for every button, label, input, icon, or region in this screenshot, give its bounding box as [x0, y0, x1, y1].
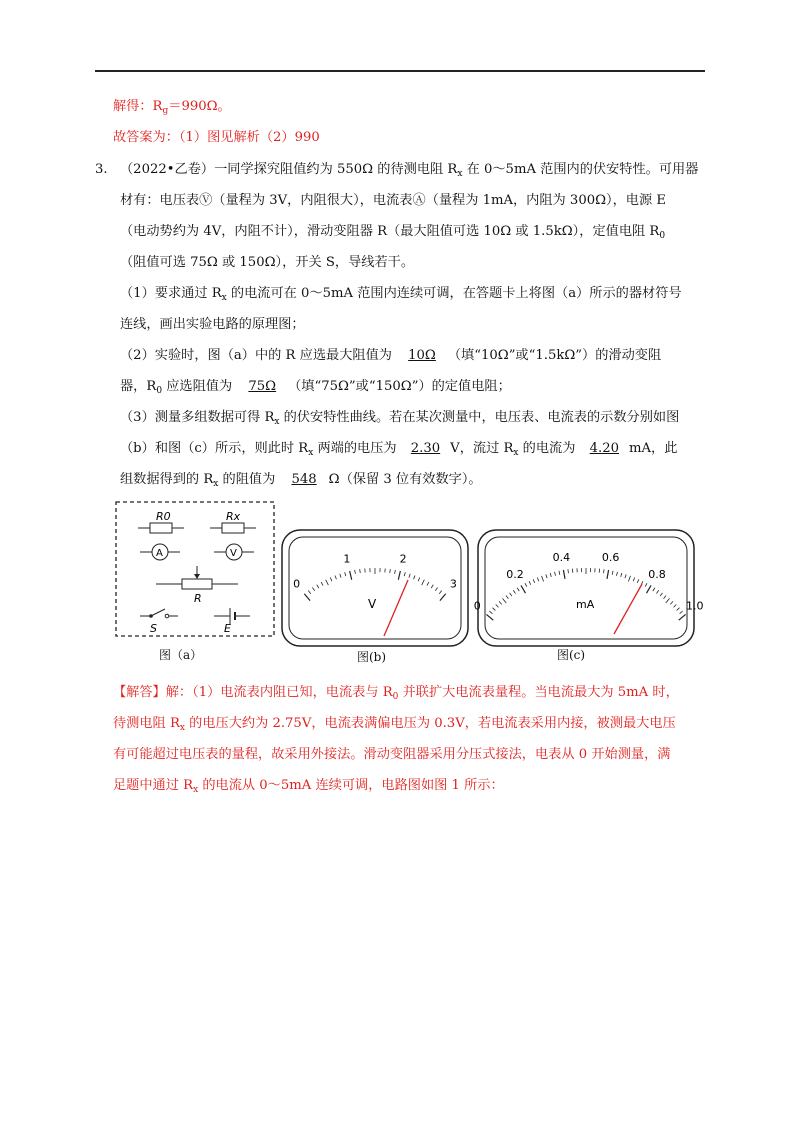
source-label: E: [224, 622, 231, 635]
switch-symbol: [140, 609, 178, 635]
question-line-3: （电动势约为 4V，内阻不计），滑动变阻器 R（最大阻值可选 10Ω 或 1.5kΩ），定值电阻 $R_0$: [120, 224, 666, 241]
ammeter-minor-tick: [664, 596, 666, 599]
ammeter-minor-tick: [542, 576, 544, 582]
voltmeter-scale: [293, 552, 457, 600]
ammeter-minor-tick: [645, 583, 647, 587]
figure-a-frame: [116, 502, 274, 636]
rheostat-label: R: [194, 592, 202, 605]
voltmeter-outer-frame: [282, 530, 468, 646]
source-symbol: [214, 608, 250, 635]
ammeter-minor-tick: [612, 571, 613, 575]
ammeter-minor-tick: [653, 588, 655, 591]
ammeter-minor-tick: [510, 593, 512, 596]
ammeter-minor-tick: [616, 572, 617, 576]
ammeter-minor-tick: [625, 574, 626, 578]
question-line-2: 材有：电压表Ⓥ（量程为 3V，内阻很大），电流表Ⓐ（量程为 1mA，内阻为 300Ω），电源 E: [120, 193, 667, 208]
ammeter-minor-tick: [525, 583, 527, 587]
ammeter-minor-tick: [529, 581, 531, 585]
ammeter-tick-label: 0: [473, 599, 481, 613]
figure-c-caption: 图(c): [557, 648, 586, 662]
ammeter-major-tick: [647, 585, 652, 593]
voltmeter-minor-tick: [317, 585, 319, 588]
ammeter-label: A: [156, 548, 163, 559]
question-line-4: （阻值可选 75Ω 或 150Ω），开关 S，导线若干。: [120, 255, 415, 270]
ammeter-minor-tick: [559, 571, 560, 575]
voltmeter-minor-tick: [404, 572, 405, 576]
ammeter-outer-frame: [478, 530, 694, 646]
voltmeter-minor-tick: [409, 574, 410, 578]
ammeter-minor-tick: [666, 598, 670, 603]
voltmeter-minor-tick: [355, 570, 356, 574]
ammeter-minor-tick: [537, 577, 538, 581]
voltmeter-tick-label: 1: [343, 552, 351, 566]
ammeter-tick-label: 0.4: [552, 551, 571, 565]
answer-line-4: 足题中通过 $R_x$ 的电流从 0～5mA 连续可调，电路图如图 1 所示：: [113, 778, 504, 795]
ammeter-tick-label: 1.0: [686, 599, 704, 613]
ammeter-major-tick: [679, 614, 686, 620]
voltmeter-minor-tick: [312, 588, 314, 591]
part-3-line-3: 组数据得到的 $R_x$ 的阻值为 548 Ω（保留 3 位有效数字）。: [120, 472, 482, 489]
ammeter-symbol: [140, 544, 180, 560]
figure-b-voltmeter: [280, 528, 470, 648]
previous-solution: 解得：$R_g=990\Omega$。: [113, 99, 231, 116]
voltmeter-minor-tick: [345, 572, 346, 576]
ammeter-tick-label: 0.6: [601, 551, 620, 565]
voltmeter-minor-tick: [439, 591, 441, 594]
ammeter-minor-tick: [628, 576, 630, 582]
voltmeter-unit: V: [368, 597, 377, 611]
voltmeter-label: V: [230, 548, 237, 559]
voltmeter-minor-tick: [431, 585, 433, 588]
part-3-line-2: （b）和图（c）所示，则此时 $R_x$ 两端的电压为 2.30 V，流过 $R_x$ 的电流为 4.20 mA，此: [120, 441, 678, 458]
voltmeter-tick-label: 2: [399, 552, 407, 566]
ammeter-major-tick: [521, 585, 526, 593]
voltmeter-minor-tick: [418, 578, 420, 582]
ammeter-minor-tick: [633, 577, 634, 581]
voltmeter-minor-tick: [435, 588, 437, 591]
resistor-r0-symbol: [138, 510, 184, 533]
previous-answer: 故答案为：（1）图见解析（2）990: [113, 130, 320, 145]
ammeter-minor-tick: [637, 579, 639, 583]
voltmeter-minor-tick: [335, 576, 336, 580]
ammeter-minor-tick: [499, 601, 502, 604]
ammeter-minor-tick: [656, 590, 658, 593]
voltmeter-minor-tick: [390, 569, 391, 573]
ammeter-minor-tick: [550, 573, 551, 577]
part-1-line-2: 连线，画出实验电路的原理图；: [120, 317, 305, 332]
part-1-line-1: （1）要求通过 $R_x$ 的电流可在 0～5mA 范围内连续可调，在答题卡上将图（a）所示的器材符号: [120, 286, 682, 303]
answer-line-2: 待测电阻 $R_x$ 的电压大约为 2.75V，电流表满偏电压为 0.3V，若电流表采用内接，被测最大电压: [113, 716, 676, 733]
voltmeter-major-tick: [440, 594, 446, 601]
answer-blank-resistor: 75Ω: [248, 379, 277, 394]
ammeter-minor-tick: [489, 611, 492, 614]
ammeter-needle: [614, 584, 642, 634]
ammeter-tick-label: 0.2: [506, 568, 524, 582]
voltmeter-minor-tick: [340, 574, 341, 578]
voltmeter-major-tick: [304, 594, 310, 601]
ammeter-minor-tick: [604, 569, 605, 573]
voltmeter-minor-tick: [422, 580, 425, 585]
figure-b-caption: 图(b): [357, 650, 387, 664]
ammeter-minor-tick: [621, 573, 622, 577]
voltmeter-minor-tick: [360, 569, 361, 573]
rheostat-symbol: [156, 566, 238, 605]
question-number: 3.: [95, 162, 108, 177]
ammeter-major-tick: [607, 570, 609, 579]
ammeter-minor-tick: [660, 593, 662, 596]
resistor-rx-symbol: [210, 510, 256, 533]
ammeter-major-tick: [563, 570, 565, 579]
voltmeter-minor-tick: [395, 570, 396, 574]
ammeter-minor-tick: [506, 596, 508, 599]
ammeter-minor-tick: [492, 608, 495, 611]
ammeter-minor-tick: [496, 604, 499, 607]
voltmeter-inner-frame: [289, 537, 461, 639]
answer-blank-rheostat: 10Ω: [408, 348, 436, 363]
ammeter-minor-tick: [670, 601, 673, 604]
voltmeter-minor-tick: [308, 591, 310, 594]
ammeter-unit: mA: [576, 598, 595, 611]
voltmeter-tick-label: 3: [449, 577, 457, 591]
ammeter-minor-tick: [546, 574, 547, 578]
answer-blank-current: 4.20: [589, 441, 619, 456]
part-3-line-1: （3）测量多组数据可得 $R_x$ 的伏安特性曲线。若在某次测量中，电压表、电流表的示数分别如图: [120, 410, 680, 427]
ammeter-minor-tick: [568, 569, 569, 573]
rx-label: Rx: [226, 510, 241, 523]
part-2-line-1: （2）实验时，图（a）中的 R 应选最大阻值为 10Ω （填“10Ω”或“1.5kΩ”）的滑动变阻: [120, 348, 662, 363]
voltmeter-minor-tick: [414, 576, 415, 580]
voltmeter-major-tick: [350, 571, 352, 580]
answer-line-1: 【解答】解：（1）电流表内阻已知，电流表与 $R_0$ 并联扩大电流表量程。当电流最大为 5mA 时，: [113, 685, 679, 702]
ammeter-minor-tick: [513, 590, 515, 593]
question-line-1: （2022•乙卷）一同学探究阻值约为 550Ω 的待测电阻 $R_x$ 在 0～5mA 范围内的伏安特性。可用器: [120, 162, 699, 179]
answer-blank-voltage: 2.30: [410, 441, 441, 456]
ammeter-minor-tick: [680, 611, 683, 614]
voltmeter-symbol: [214, 544, 254, 560]
voltmeter-minor-tick: [321, 582, 323, 585]
r0-label: R0: [156, 510, 171, 523]
ammeter-minor-tick: [533, 579, 535, 583]
switch-label: S: [150, 622, 157, 635]
figure-c-ammeter: [473, 528, 704, 648]
ammeter-minor-tick: [555, 572, 556, 576]
figure-a-caption: 图（a）: [159, 648, 203, 662]
ammeter-minor-tick: [674, 604, 677, 607]
ammeter-minor-tick: [502, 598, 506, 603]
header-rule: [95, 70, 705, 72]
ammeter-minor-tick: [517, 588, 519, 591]
ammeter-major-tick: [486, 614, 493, 620]
ammeter-minor-tick: [677, 608, 680, 611]
ammeter-tick-label: 0.8: [648, 568, 666, 582]
answer-blank-resistance: 548: [291, 472, 317, 487]
voltmeter-minor-tick: [326, 580, 329, 585]
voltmeter-minor-tick: [330, 578, 332, 582]
voltmeter-minor-tick: [427, 582, 429, 585]
part-2-line-2: 器，$R_0$ 应选阻值为 75Ω （填“75Ω”或“150Ω”）的定值电阻；: [120, 379, 511, 396]
figure-a-components: [110, 498, 280, 642]
ammeter-inner-frame: [485, 537, 687, 639]
voltmeter-tick-label: 0: [293, 577, 301, 591]
voltmeter-major-tick: [398, 571, 400, 580]
voltmeter-needle: [384, 580, 408, 636]
answer-line-3: 有可能超过电压表的量程，故采用外接法。滑动变阻器采用分压式接法，电表从 0 开始测量，满: [113, 747, 671, 762]
